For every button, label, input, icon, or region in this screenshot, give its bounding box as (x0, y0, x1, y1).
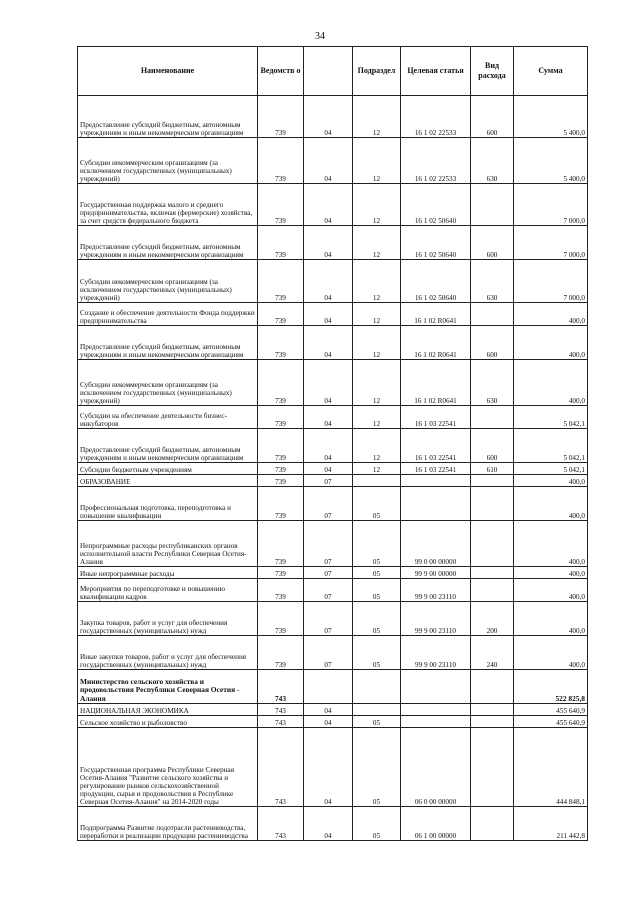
col-header-name: Наименование (78, 47, 258, 96)
cell-sum: 211 442,8 (514, 807, 588, 841)
cell-razdel: 04 (304, 429, 353, 463)
cell-vid (471, 579, 514, 602)
cell-target: 16 1 02 22533 (401, 96, 471, 138)
table-row (78, 704, 588, 716)
cell-sum: 522 825,8 (514, 670, 588, 704)
cell-sum: 7 000,0 (514, 184, 588, 226)
cell-vedomstvo: 743 (258, 728, 304, 807)
cell-vedomstvo: 739 (258, 260, 304, 303)
table-row (78, 521, 588, 567)
cell-vid (471, 487, 514, 521)
cell-razdel (304, 670, 353, 704)
cell-razdel: 04 (304, 704, 353, 716)
cell-target (401, 475, 471, 487)
cell-razdel: 07 (304, 579, 353, 602)
cell-name: НАЦИОНАЛЬНАЯ ЭКОНОМИКА (78, 704, 258, 716)
cell-vid (471, 567, 514, 579)
cell-vid: 610 (471, 463, 514, 475)
cell-podrazdel: 05 (353, 487, 401, 521)
cell-razdel: 04 (304, 303, 353, 326)
table-row (78, 406, 588, 429)
cell-vid (471, 406, 514, 429)
cell-sum: 400,0 (514, 521, 588, 567)
cell-vid: 630 (471, 360, 514, 406)
cell-vid: 630 (471, 138, 514, 184)
cell-podrazdel (353, 704, 401, 716)
cell-vedomstvo: 739 (258, 138, 304, 184)
cell-sum: 400,0 (514, 475, 588, 487)
cell-target: 99 9 00 23110 (401, 636, 471, 670)
table-row (78, 602, 588, 636)
cell-vedomstvo: 739 (258, 475, 304, 487)
cell-name: Субсидии на обеспечение деятельности бизнес-инкубаторов (78, 406, 258, 429)
cell-razdel: 04 (304, 807, 353, 841)
cell-sum: 400,0 (514, 579, 588, 602)
table-row (78, 475, 588, 487)
cell-target: 99 9 00 23110 (401, 602, 471, 636)
cell-target (401, 670, 471, 704)
cell-vedomstvo: 739 (258, 326, 304, 360)
cell-vedomstvo: 739 (258, 487, 304, 521)
cell-name: Предоставление субсидий бюджетным, автономным учреждениям и иным некоммерческим организациям (78, 429, 258, 463)
col-header-podrazdel: Подраздел (353, 47, 401, 96)
cell-vedomstvo: 739 (258, 521, 304, 567)
cell-sum: 7 000,0 (514, 260, 588, 303)
cell-vid (471, 704, 514, 716)
cell-razdel: 04 (304, 260, 353, 303)
cell-razdel: 07 (304, 636, 353, 670)
cell-target: 16 1 02 22533 (401, 138, 471, 184)
cell-razdel: 04 (304, 138, 353, 184)
cell-sum: 5 400,0 (514, 138, 588, 184)
table-row (78, 96, 588, 138)
cell-sum: 5 042,1 (514, 429, 588, 463)
table-row (78, 463, 588, 475)
table-row (78, 670, 588, 704)
cell-target: 16 1 02 R0641 (401, 303, 471, 326)
table-row (78, 579, 588, 602)
cell-name: Непрограммные расходы республиканских органов исполнительной власти Республики Северная Осетия-Алания (78, 521, 258, 567)
cell-vid (471, 670, 514, 704)
cell-vedomstvo: 739 (258, 96, 304, 138)
cell-podrazdel: 12 (353, 326, 401, 360)
cell-vedomstvo: 739 (258, 184, 304, 226)
cell-sum: 400,0 (514, 602, 588, 636)
cell-razdel: 07 (304, 567, 353, 579)
cell-podrazdel: 05 (353, 579, 401, 602)
cell-podrazdel: 05 (353, 728, 401, 807)
table-row (78, 260, 588, 303)
cell-name: Предоставление субсидий бюджетным, автономным учреждениям и иным некоммерческим организациям (78, 96, 258, 138)
cell-vedomstvo: 739 (258, 360, 304, 406)
cell-podrazdel: 12 (353, 96, 401, 138)
cell-sum: 455 640,9 (514, 716, 588, 728)
cell-target: 16 1 03 22541 (401, 429, 471, 463)
cell-vid (471, 475, 514, 487)
page-number: 34 (315, 31, 325, 42)
cell-sum: 400,0 (514, 326, 588, 360)
cell-podrazdel (353, 475, 401, 487)
cell-podrazdel: 12 (353, 260, 401, 303)
cell-name: Закупка товаров, работ и услуг для обеспечения государственных (муниципальных) нужд (78, 602, 258, 636)
cell-razdel: 04 (304, 463, 353, 475)
cell-podrazdel: 12 (353, 463, 401, 475)
cell-vedomstvo: 743 (258, 807, 304, 841)
cell-name: Субсидии некоммерческим организациям (за исключением государственных (муниципальных) учреждений) (78, 138, 258, 184)
cell-name: Предоставление субсидий бюджетным, автономным учреждениям и иным некоммерческим организациям (78, 326, 258, 360)
table-row (78, 184, 588, 226)
cell-vedomstvo: 739 (258, 226, 304, 260)
cell-sum: 444 848,1 (514, 728, 588, 807)
cell-target: 06 0 00 00000 (401, 728, 471, 807)
cell-sum: 5 400,0 (514, 96, 588, 138)
cell-vedomstvo: 743 (258, 704, 304, 716)
cell-podrazdel: 12 (353, 406, 401, 429)
cell-target: 16 1 02 R0641 (401, 360, 471, 406)
cell-vedomstvo: 739 (258, 636, 304, 670)
cell-razdel: 04 (304, 728, 353, 807)
cell-podrazdel: 12 (353, 360, 401, 406)
cell-vedomstvo: 743 (258, 716, 304, 728)
cell-vedomstvo: 739 (258, 567, 304, 579)
cell-vid (471, 728, 514, 807)
cell-target (401, 487, 471, 521)
cell-target: 99 9 00 23110 (401, 579, 471, 602)
cell-name: Подпрограмма Развитие подотрасли растениеводства, переработки и реализации продукции растениеводства (78, 807, 258, 841)
cell-target (401, 716, 471, 728)
cell-sum: 7 000,0 (514, 226, 588, 260)
table-row (78, 567, 588, 579)
cell-sum: 400,0 (514, 636, 588, 670)
cell-podrazdel: 12 (353, 429, 401, 463)
cell-podrazdel: 12 (353, 226, 401, 260)
cell-razdel: 04 (304, 326, 353, 360)
cell-target (401, 704, 471, 716)
budget-table (77, 46, 588, 841)
table-row (78, 728, 588, 807)
table-row (78, 303, 588, 326)
cell-sum: 5 042,1 (514, 463, 588, 475)
cell-name: Предоставление субсидий бюджетным, автономным учреждениям и иным некоммерческим организациям (78, 226, 258, 260)
cell-target: 16 1 02 50640 (401, 226, 471, 260)
cell-name: Субсидии некоммерческим организациям (за исключением государственных (муниципальных) учреждений) (78, 360, 258, 406)
cell-vid: 630 (471, 260, 514, 303)
cell-vid (471, 184, 514, 226)
cell-podrazdel: 05 (353, 567, 401, 579)
table-row (78, 716, 588, 728)
cell-sum: 455 640,9 (514, 704, 588, 716)
cell-name: Субсидии некоммерческим организациям (за исключением государственных (муниципальных) учреждений) (78, 260, 258, 303)
cell-vid: 600 (471, 326, 514, 360)
cell-podrazdel: 12 (353, 184, 401, 226)
cell-podrazdel (353, 670, 401, 704)
cell-vid: 200 (471, 602, 514, 636)
col-header-vedomstvo: Ведомств о (258, 47, 304, 96)
cell-razdel: 07 (304, 475, 353, 487)
cell-name: Иные непрограммные расходы (78, 567, 258, 579)
cell-sum: 5 042,1 (514, 406, 588, 429)
cell-target: 06 1 00 00000 (401, 807, 471, 841)
cell-vid (471, 521, 514, 567)
cell-vid (471, 807, 514, 841)
col-header-vid: Вид расхода (471, 47, 514, 96)
cell-target: 16 1 02 50640 (401, 260, 471, 303)
cell-sum: 400,0 (514, 487, 588, 521)
cell-vid: 600 (471, 429, 514, 463)
cell-target: 16 1 02 R0641 (401, 326, 471, 360)
table-row (78, 807, 588, 841)
cell-vedomstvo: 739 (258, 303, 304, 326)
cell-name: Профессиональная подготовка, переподготовка и повышение квалификации (78, 487, 258, 521)
cell-sum: 400,0 (514, 567, 588, 579)
cell-target: 99 9 00 00000 (401, 567, 471, 579)
table-row (78, 326, 588, 360)
table-body (78, 96, 588, 841)
cell-name: Мероприятия по переподготовке и повышению квалификации кадров (78, 579, 258, 602)
cell-vedomstvo: 739 (258, 579, 304, 602)
cell-podrazdel: 12 (353, 303, 401, 326)
cell-vedomstvo: 743 (258, 670, 304, 704)
cell-vid: 600 (471, 96, 514, 138)
cell-razdel: 04 (304, 96, 353, 138)
cell-podrazdel: 12 (353, 138, 401, 184)
cell-vedomstvo: 739 (258, 406, 304, 429)
table-row (78, 138, 588, 184)
cell-razdel: 07 (304, 487, 353, 521)
cell-name: Иные закупки товаров, работ и услуг для обеспечения государственных (муниципальных) нужд (78, 636, 258, 670)
cell-podrazdel: 05 (353, 521, 401, 567)
table-header-row (78, 47, 588, 96)
cell-name: Министерство сельского хозяйства и продовольствия Республики Северная Осетия - Алания (78, 670, 258, 704)
cell-vid: 600 (471, 226, 514, 260)
table-row (78, 487, 588, 521)
cell-razdel: 04 (304, 406, 353, 429)
cell-vedomstvo: 739 (258, 602, 304, 636)
cell-name: Государственная поддержка малого и среднего предпринимательства, включая (фермерские) хозяйства, за счет средств федерального бюджета (78, 184, 258, 226)
cell-vid: 240 (471, 636, 514, 670)
cell-vid (471, 303, 514, 326)
col-header-razdel (304, 47, 353, 96)
table-row (78, 636, 588, 670)
cell-sum: 400,0 (514, 303, 588, 326)
cell-razdel: 04 (304, 716, 353, 728)
cell-podrazdel: 05 (353, 636, 401, 670)
cell-razdel: 04 (304, 184, 353, 226)
cell-razdel: 07 (304, 521, 353, 567)
table-row (78, 429, 588, 463)
cell-target: 99 0 00 00000 (401, 521, 471, 567)
cell-razdel: 04 (304, 226, 353, 260)
cell-razdel: 04 (304, 360, 353, 406)
cell-target: 16 1 03 22541 (401, 463, 471, 475)
cell-podrazdel: 05 (353, 807, 401, 841)
cell-name: ОБРАЗОВАНИЕ (78, 475, 258, 487)
col-header-target: Целевая статья (401, 47, 471, 96)
cell-vid (471, 716, 514, 728)
table-row (78, 226, 588, 260)
cell-vedomstvo: 739 (258, 463, 304, 475)
cell-name: Создание и обеспечение деятельности Фонда поддержки предпринимательства (78, 303, 258, 326)
cell-name: Государственная программа Республики Северная Осетия-Алания "Развитие сельского хозяйства и регулирование рынков сельскохозяйственной продукции, сырья и продовольствия в Республике Северная Осетия-Алания" на 2014-2020 годы (78, 728, 258, 807)
cell-razdel: 07 (304, 602, 353, 636)
cell-vedomstvo: 739 (258, 429, 304, 463)
cell-target: 16 1 03 22541 (401, 406, 471, 429)
cell-podrazdel: 05 (353, 602, 401, 636)
cell-name: Сельское хозяйство и рыболовство (78, 716, 258, 728)
cell-target: 16 1 02 50640 (401, 184, 471, 226)
cell-podrazdel: 05 (353, 716, 401, 728)
table-row (78, 360, 588, 406)
cell-name: Субсидии бюджетным учреждениям (78, 463, 258, 475)
cell-sum: 400,0 (514, 360, 588, 406)
col-header-sum: Сумма (514, 47, 588, 96)
